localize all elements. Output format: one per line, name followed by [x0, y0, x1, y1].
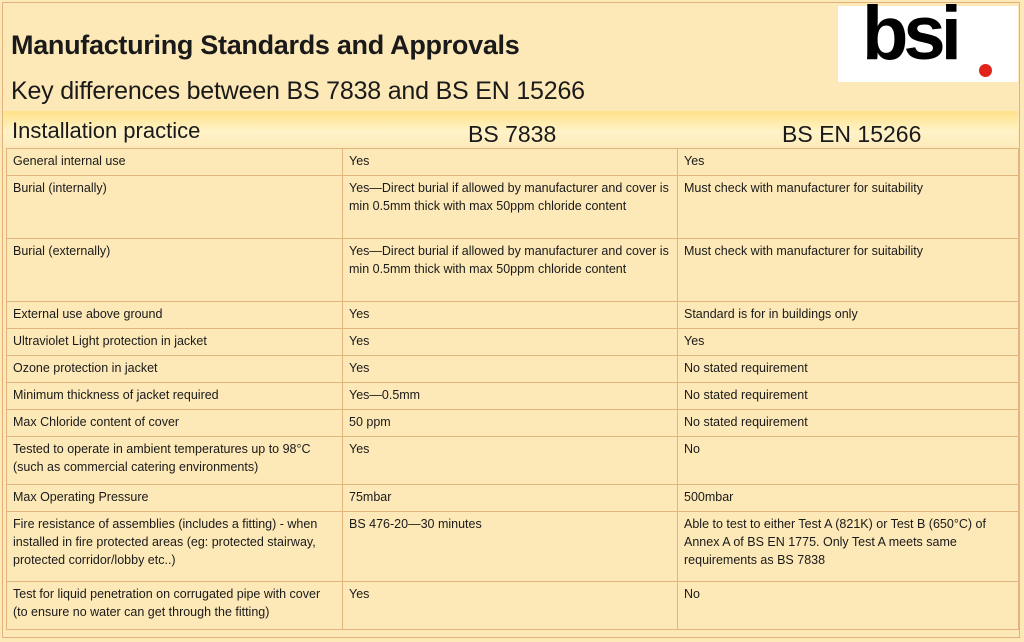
bs-7838-cell: BS 476-20—30 minutes: [343, 512, 678, 582]
practice-cell: Fire resistance of assemblies (includes a fitting) - when installed in fire protected areas (eg: protected stairway, protected corridor/lobby etc..): [7, 512, 343, 582]
practice-cell: Minimum thickness of jacket required: [7, 383, 343, 410]
bs-en-15266-cell: No: [678, 437, 1019, 485]
bs-en-15266-cell: No stated requirement: [678, 410, 1019, 437]
practice-cell: Test for liquid penetration on corrugated pipe with cover (to ensure no water can get through the fitting): [7, 582, 343, 630]
bs-7838-cell: Yes: [343, 437, 678, 485]
table-row: [7, 512, 1019, 582]
bsi-logo: [838, 0, 1018, 82]
column-header-installation-practice: Installation practice: [12, 118, 201, 143]
table-row: [7, 302, 1019, 329]
column-header-bs-en-15266: BS EN 15266: [782, 121, 922, 147]
bs-en-15266-cell: Must check with manufacturer for suitability: [678, 239, 1019, 302]
table-row: [7, 485, 1019, 512]
table-row: [7, 356, 1019, 383]
bs-en-15266-cell: No: [678, 582, 1019, 630]
bsi-logo-dot-icon: [979, 64, 992, 77]
practice-cell: General internal use: [7, 149, 343, 176]
bs-7838-cell: Yes: [343, 302, 678, 329]
bs-en-15266-cell: 500mbar: [678, 485, 1019, 512]
practice-cell: External use above ground: [7, 302, 343, 329]
table-row: [7, 437, 1019, 485]
bs-7838-cell: Yes: [343, 329, 678, 356]
practice-cell: Burial (internally): [7, 176, 343, 239]
practice-cell: Tested to operate in ambient temperatures up to 98°C (such as commercial catering environments): [7, 437, 343, 485]
bs-7838-cell: Yes: [343, 149, 678, 176]
table-row: [7, 239, 1019, 302]
table-row: [7, 149, 1019, 176]
bs-7838-cell: Yes—Direct burial if allowed by manufacturer and cover is min 0.5mm thick with max 50ppm chloride content: [343, 239, 678, 302]
bs-7838-cell: 75mbar: [343, 485, 678, 512]
practice-cell: Max Operating Pressure: [7, 485, 343, 512]
bs-en-15266-cell: Yes: [678, 149, 1019, 176]
practice-cell: Max Chloride content of cover: [7, 410, 343, 437]
bs-7838-cell: 50 ppm: [343, 410, 678, 437]
table-row: [7, 410, 1019, 437]
bs-en-15266-cell: No stated requirement: [678, 356, 1019, 383]
bs-en-15266-cell: No stated requirement: [678, 383, 1019, 410]
table-row: [7, 582, 1019, 630]
bs-en-15266-cell: Standard is for in buildings only: [678, 302, 1019, 329]
practice-cell: Burial (externally): [7, 239, 343, 302]
comparison-table: [6, 148, 1019, 630]
bs-7838-cell: Yes: [343, 582, 678, 630]
comparison-table-body: [7, 149, 1019, 630]
table-row: [7, 329, 1019, 356]
bs-en-15266-cell: Able to test to either Test A (821K) or Test B (650°C) of Annex A of BS EN 1775. Only Test A meets same requirements as BS 7838: [678, 512, 1019, 582]
bs-7838-cell: Yes—0.5mm: [343, 383, 678, 410]
page-title: Manufacturing Standards and Approvals: [11, 30, 520, 60]
practice-cell: Ultraviolet Light protection in jacket: [7, 329, 343, 356]
table-row: [7, 383, 1019, 410]
page-subtitle: Key differences between BS 7838 and BS EN 15266: [11, 77, 585, 105]
column-header-bs-7838: BS 7838: [468, 121, 557, 147]
bs-en-15266-cell: Yes: [678, 329, 1019, 356]
bs-en-15266-cell: Must check with manufacturer for suitability: [678, 176, 1019, 239]
bsi-logo-text: bsi: [862, 0, 957, 76]
practice-cell: Ozone protection in jacket: [7, 356, 343, 383]
bs-7838-cell: Yes: [343, 356, 678, 383]
table-row: [7, 176, 1019, 239]
bs-7838-cell: Yes—Direct burial if allowed by manufacturer and cover is min 0.5mm thick with max 50ppm chloride content: [343, 176, 678, 239]
